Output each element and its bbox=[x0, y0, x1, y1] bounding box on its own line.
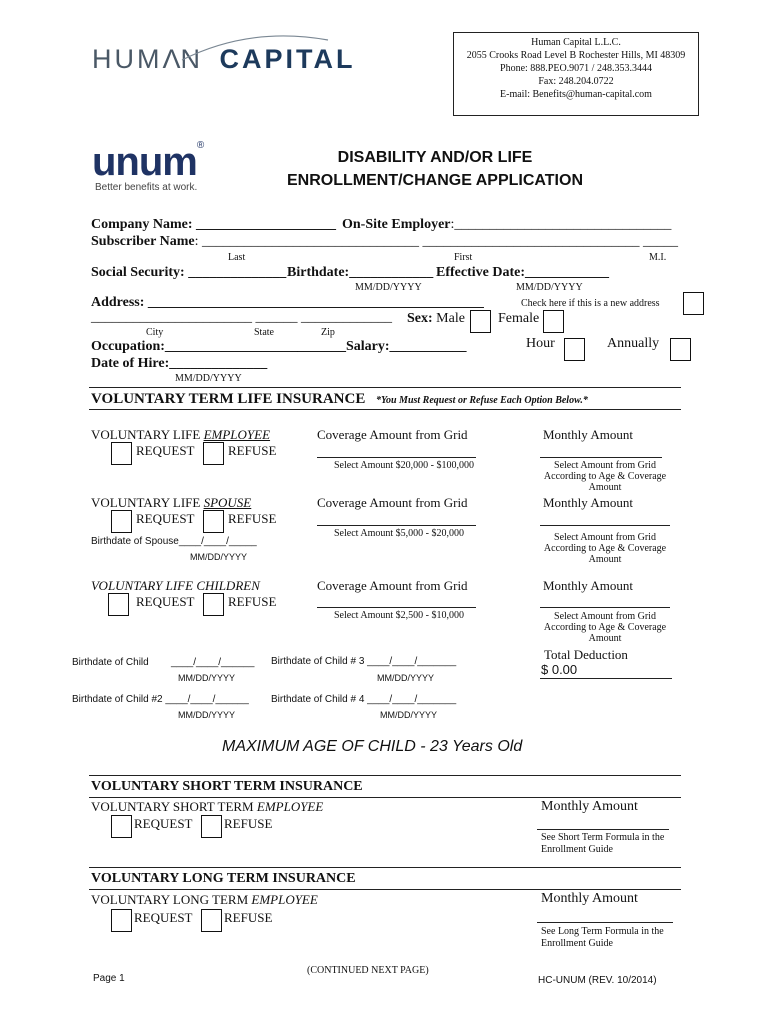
children-coverage-line bbox=[317, 607, 476, 608]
grid-note: According to Age & Coverage bbox=[543, 622, 667, 633]
new-address-label: Check here if this is a new address bbox=[521, 298, 660, 309]
address-field[interactable]: Address: ________________________________________________ bbox=[91, 295, 484, 310]
employee-coverage-range: Select Amount $20,000 - $100,000 bbox=[334, 460, 474, 471]
short-term-formula1: See Short Term Formula in the bbox=[541, 832, 665, 843]
divider bbox=[89, 797, 681, 798]
short-term-request-label: REQUEST bbox=[134, 816, 193, 831]
children-refuse-label: REFUSE bbox=[228, 594, 277, 609]
date-of-hire-field[interactable]: Date of Hire:______________ bbox=[91, 356, 268, 371]
life-children-label: VOLUNTARY LIFE CHILDREN bbox=[91, 578, 260, 593]
ssn-field[interactable]: Social Security: ______________ bbox=[91, 265, 287, 280]
grid-note: Select Amount from Grid bbox=[554, 460, 656, 471]
long-term-employee-label bbox=[91, 892, 318, 908]
continued-note: (CONTINUED NEXT PAGE) bbox=[307, 965, 429, 976]
female-checkbox[interactable] bbox=[543, 310, 564, 333]
short-term-employee-label bbox=[91, 799, 323, 815]
birthdate-field[interactable]: Birthdate:____________ bbox=[287, 265, 434, 280]
new-address-checkbox[interactable] bbox=[683, 292, 704, 315]
employee-monthly-line bbox=[540, 457, 662, 458]
unum-reg-mark: ® bbox=[196, 140, 204, 151]
spouse-monthly-line bbox=[540, 525, 670, 526]
spouse-refuse-label: REFUSE bbox=[228, 511, 277, 526]
total-deduction-value: $ 0.00 bbox=[541, 662, 578, 677]
children-coverage-range: Select Amount $2,500 - $10,000 bbox=[334, 610, 464, 621]
employee-coverage-label: Coverage Amount from Grid bbox=[317, 427, 468, 442]
city-state-zip-field[interactable]: _______________________ ______ _____________ bbox=[91, 310, 392, 325]
spouse-request-checkbox[interactable] bbox=[111, 510, 132, 533]
onsite-employer-blank: :_______________________________ bbox=[450, 217, 672, 232]
annually-label: Annually bbox=[607, 336, 660, 351]
child3-birthdate-field[interactable]: Birthdate of Child # 3 ____/____/_______ bbox=[271, 656, 457, 667]
life-spouse-label bbox=[91, 495, 251, 511]
short-term-refuse-label: REFUSE bbox=[224, 816, 273, 831]
revision-code: HC-UNUM (REV. 10/2014) bbox=[538, 975, 657, 986]
annually-checkbox[interactable] bbox=[670, 338, 691, 361]
short-term-heading: VOLUNTARY SHORT TERM INSURANCE bbox=[91, 779, 363, 794]
life-employee-label bbox=[91, 427, 270, 443]
life-spouse-word: SPOUSE bbox=[203, 495, 252, 510]
unum-logo bbox=[92, 140, 203, 185]
grid-note: Amount bbox=[588, 633, 622, 644]
city-caption: City bbox=[146, 327, 164, 338]
occupation-field[interactable]: Occupation:___________________ bbox=[91, 339, 298, 354]
child4-birthdate-format: MM/DD/YYYY bbox=[380, 710, 438, 720]
male-label: Male bbox=[436, 311, 465, 326]
employee-coverage-line bbox=[317, 457, 476, 458]
employee-monthly-note bbox=[520, 460, 690, 493]
birthdate-format: MM/DD/YYYY bbox=[355, 282, 422, 293]
spouse-coverage-range: Select Amount $5,000 - $20,000 bbox=[334, 528, 464, 539]
children-monthly-line bbox=[540, 607, 670, 608]
long-term-request-checkbox[interactable] bbox=[111, 909, 132, 932]
logo-human-text-b: N bbox=[180, 44, 203, 74]
life-spouse-prefix: VOLUNTARY LIFE bbox=[91, 495, 204, 510]
life-employee-word: EMPLOYEE bbox=[203, 427, 271, 442]
onsite-employer-field[interactable] bbox=[342, 217, 671, 233]
children-monthly-label: Monthly Amount bbox=[543, 578, 633, 593]
sex-field bbox=[407, 311, 465, 327]
life-section-note: *You Must Request or Refuse Each Option Below.* bbox=[376, 395, 588, 406]
contact-line: Human Capital L.L.C. bbox=[531, 37, 621, 48]
long-term-refuse-label: REFUSE bbox=[224, 910, 273, 925]
long-term-prefix: VOLUNTARY LONG TERM bbox=[91, 892, 252, 907]
spouse-coverage-line bbox=[317, 525, 476, 526]
onsite-employer-label: On-Site Employer bbox=[342, 217, 451, 232]
subscriber-name-field[interactable] bbox=[91, 234, 678, 250]
child3-birthdate-format: MM/DD/YYYY bbox=[377, 673, 435, 683]
logo-swoosh-icon bbox=[180, 32, 330, 62]
life-section-heading: VOLUNTARY TERM LIFE INSURANCE bbox=[91, 391, 366, 407]
short-term-refuse-checkbox[interactable] bbox=[201, 815, 222, 838]
unum-logo-text: unum bbox=[92, 140, 197, 184]
children-refuse-checkbox[interactable] bbox=[203, 593, 224, 616]
divider bbox=[89, 387, 681, 388]
child1-birthdate-blank[interactable]: ____/____/______ bbox=[171, 657, 255, 668]
company-name-field[interactable]: Company Name: ____________________ bbox=[91, 217, 336, 232]
long-term-monthly-line bbox=[537, 922, 673, 923]
logo-capital-text: CAPITAL bbox=[219, 44, 356, 74]
page-number: Page 1 bbox=[93, 973, 125, 984]
date-of-hire-format: MM/DD/YYYY bbox=[175, 373, 242, 384]
employee-request-checkbox[interactable] bbox=[111, 442, 132, 465]
spouse-monthly-note bbox=[520, 532, 690, 565]
contact-line: 2055 Crooks Road Level B Rochester Hills, MI 48309 bbox=[466, 50, 686, 61]
child4-birthdate-field[interactable]: Birthdate of Child # 4 ____/____/_______ bbox=[271, 694, 457, 705]
effective-date-field[interactable]: Effective Date:____________ bbox=[436, 265, 610, 280]
grid-note: Select Amount from Grid bbox=[554, 532, 656, 543]
employee-refuse-label: REFUSE bbox=[228, 443, 277, 458]
grid-note: According to Age & Coverage bbox=[543, 543, 667, 554]
long-term-formula2: Enrollment Guide bbox=[541, 938, 613, 949]
child2-birthdate-field[interactable]: Birthdate of Child #2 ____/____/______ bbox=[72, 694, 249, 705]
contact-box bbox=[453, 32, 699, 116]
grid-note: Amount bbox=[588, 482, 622, 493]
spouse-refuse-checkbox[interactable] bbox=[203, 510, 224, 533]
long-term-formula1: See Long Term Formula in the bbox=[541, 926, 664, 937]
hour-label: Hour bbox=[526, 336, 555, 351]
state-caption: State bbox=[254, 327, 274, 338]
contact-line: Fax: 248.204.0722 bbox=[538, 76, 614, 87]
children-request-label: REQUEST bbox=[136, 594, 195, 609]
long-term-word: EMPLOYEE bbox=[251, 892, 318, 907]
divider bbox=[89, 867, 681, 868]
contact-line: Phone: 888.PEO.9071 / 248.353.3444 bbox=[500, 63, 652, 74]
male-checkbox[interactable] bbox=[470, 310, 491, 333]
employee-monthly-label: Monthly Amount bbox=[543, 427, 633, 442]
spouse-birthdate-format: MM/DD/YYYY bbox=[190, 552, 248, 562]
form-title-line2: ENROLLMENT/CHANGE APPLICATION bbox=[287, 172, 583, 189]
long-term-monthly-label: Monthly Amount bbox=[541, 891, 638, 906]
logo-human-text-a: HUM bbox=[92, 44, 163, 74]
divider bbox=[89, 889, 681, 890]
life-employee-prefix: VOLUNTARY LIFE bbox=[91, 427, 204, 442]
subscriber-name-label: Subscriber Name bbox=[91, 234, 195, 249]
sex-label: Sex: bbox=[407, 311, 433, 326]
grid-note: According to Age & Coverage bbox=[543, 471, 667, 482]
spouse-coverage-label: Coverage Amount from Grid bbox=[317, 495, 468, 510]
short-term-formula2: Enrollment Guide bbox=[541, 844, 613, 855]
effective-date-format: MM/DD/YYYY bbox=[516, 282, 583, 293]
divider bbox=[89, 775, 681, 776]
max-age-note: MAXIMUM AGE OF CHILD - 23 Years Old bbox=[222, 738, 523, 755]
children-monthly-note bbox=[520, 611, 690, 644]
mi-caption: M.I. bbox=[649, 252, 667, 263]
spouse-birthdate-field[interactable]: Birthdate of Spouse____/____/_____ bbox=[91, 536, 257, 547]
long-term-refuse-checkbox[interactable] bbox=[201, 909, 222, 932]
employee-refuse-checkbox[interactable] bbox=[203, 442, 224, 465]
form-title-line1: DISABILITY AND/OR LIFE bbox=[337, 149, 533, 166]
zip-caption: Zip bbox=[321, 327, 335, 338]
child1-birthdate-label: Birthdate of Child bbox=[72, 657, 149, 668]
total-deduction-line bbox=[540, 678, 672, 679]
child2-birthdate-format: MM/DD/YYYY bbox=[178, 710, 236, 720]
short-term-monthly-line bbox=[537, 829, 669, 830]
long-term-request-label: REQUEST bbox=[134, 910, 193, 925]
short-term-prefix: VOLUNTARY SHORT TERM bbox=[91, 799, 257, 814]
short-term-monthly-label: Monthly Amount bbox=[541, 799, 638, 814]
contact-line: E-mail: Benefits@human-capital.com bbox=[500, 89, 652, 100]
divider bbox=[89, 409, 681, 410]
employee-request-label: REQUEST bbox=[136, 443, 195, 458]
subscriber-name-blank: : _______________________________ _______________________________ _____ bbox=[194, 234, 678, 249]
female-label: Female bbox=[498, 311, 540, 326]
first-name-caption: First bbox=[454, 252, 473, 263]
last-name-caption: Last bbox=[228, 252, 246, 263]
logo-a-swoosh: Λ bbox=[162, 44, 184, 74]
short-term-request-checkbox[interactable] bbox=[111, 815, 132, 838]
grid-note: Amount bbox=[588, 554, 622, 565]
hour-checkbox[interactable] bbox=[564, 338, 585, 361]
grid-note: Select Amount from Grid bbox=[554, 611, 656, 622]
unum-tagline: Better benefits at work. bbox=[95, 182, 198, 193]
short-term-word: EMPLOYEE bbox=[256, 799, 324, 814]
children-request-checkbox[interactable] bbox=[108, 593, 129, 616]
spouse-request-label: REQUEST bbox=[136, 511, 195, 526]
long-term-heading: VOLUNTARY LONG TERM INSURANCE bbox=[91, 871, 356, 886]
total-deduction-label: Total Deduction bbox=[544, 647, 628, 662]
children-coverage-label: Coverage Amount from Grid bbox=[317, 578, 468, 593]
spouse-monthly-label: Monthly Amount bbox=[543, 495, 633, 510]
salary-field[interactable]: _______Salary:___________ bbox=[297, 339, 467, 354]
child1-birthdate-format: MM/DD/YYYY bbox=[178, 673, 236, 683]
